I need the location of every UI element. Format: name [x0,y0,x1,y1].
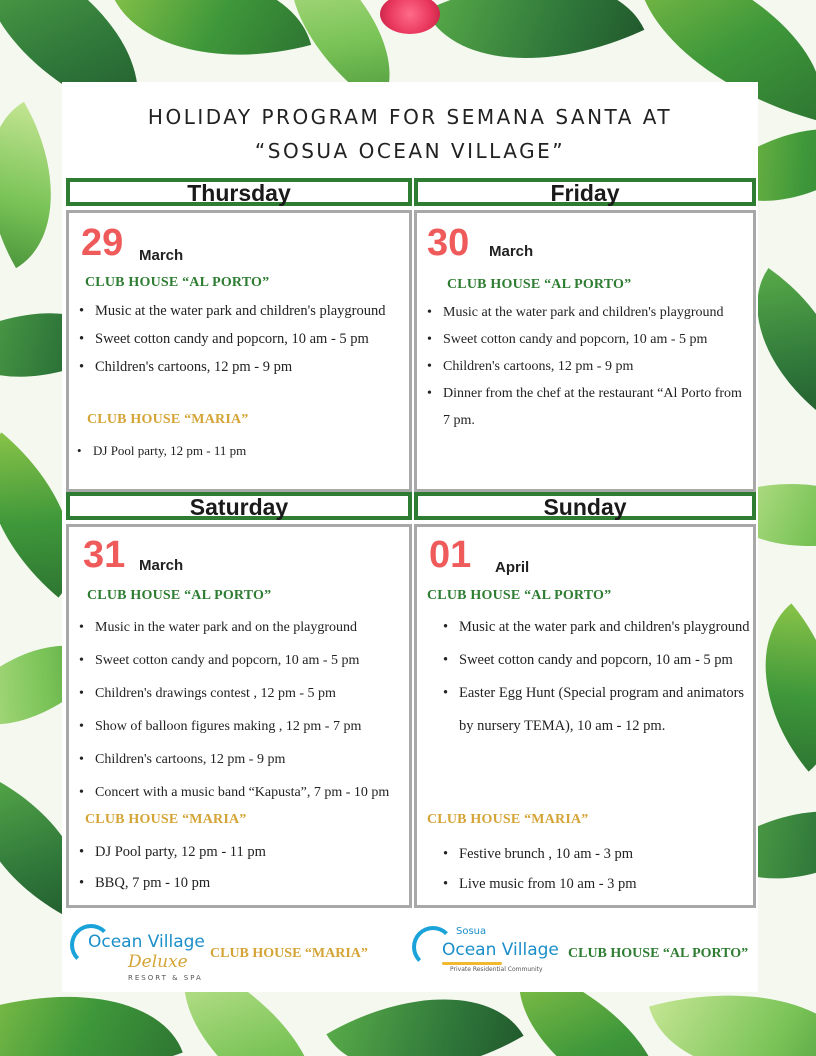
day-box-sunday [414,524,756,908]
date-month: April [495,559,530,576]
club-name: CLUB HOUSE “MARIA” [87,412,249,427]
list-item: • Easter Egg Hunt (Special program and animators by nursery TEMA), 10 am - 12 pm. [443,677,755,743]
date-month: March [489,243,534,260]
list-item: • Show of balloon figures making , 12 pm - 7 pm [79,710,415,743]
list-item: • Sweet cotton candy and popcorn, 10 am - 5 pm [443,644,755,677]
date-month: March [139,557,184,574]
list-item: • Sweet cotton candy and popcorn, 10 am - 5 pm [79,644,415,677]
logo-text: Ocean Village [88,932,205,952]
list-item: • Music at the water park and children's playground [427,299,743,326]
list-item: • DJ Pool party, 12 pm - 11 pm [79,837,399,868]
page-title [62,100,758,168]
list-item: • Music at the water park and children's playground [443,611,755,644]
ocean-village-deluxe-logo [70,922,210,984]
logo-text: RESORT & SPA [128,974,203,982]
wave-line-icon [442,962,502,965]
date-number: 31 [83,534,126,576]
club-name: CLUB HOUSE “AL PORTO” [87,588,272,603]
logo-text: Deluxe [128,952,188,972]
footer-club-al-porto: CLUB HOUSE “AL PORTO” [568,946,749,961]
club-name: CLUB HOUSE “AL PORTO” [447,277,632,292]
day-box-friday [414,210,756,492]
date-number: 01 [429,534,472,576]
day-header-saturday: Saturday [66,492,412,520]
list-item: • Sweet cotton candy and popcorn, 10 am - 5 pm [79,325,399,353]
list-item: • Children's cartoons, 12 pm - 9 pm [427,353,743,380]
list-item: • Festive brunch , 10 am - 3 pm [443,839,755,869]
day-box-saturday [66,524,412,908]
activity-list [77,437,397,465]
club-name: CLUB HOUSE “AL PORTO” [427,588,612,603]
day-header-sunday: Sunday [414,492,756,520]
sosua-ocean-village-logo [412,922,562,984]
day-header-friday: Friday [414,178,756,206]
list-item: • Music at the water park and children's playground [79,297,399,325]
title-line-1: HOLIDAY PROGRAM FOR SEMANA SANTA AT [147,105,673,129]
footer-club-maria: CLUB HOUSE “MARIA” [210,946,368,961]
day-header-thursday: Thursday [66,178,412,206]
list-item: • Concert with a music band “Kapusta”, 7 pm - 10 pm [79,776,415,809]
day-box-thursday [66,210,412,492]
date-number: 30 [427,222,470,264]
list-item: • Children's drawings contest , 12 pm - 5 pm [79,677,415,710]
logo-text: Ocean Village [442,940,559,960]
club-name: CLUB HOUSE “AL PORTO” [85,275,270,290]
date-month: March [139,247,184,264]
activity-list [79,611,415,809]
list-item: • Live music from 10 am - 3 pm [443,869,755,899]
logo-text: Private Residential Community [450,966,543,973]
tropical-flower-icon [380,0,440,34]
date-number: 29 [81,222,124,264]
list-item: • Sweet cotton candy and popcorn, 10 am - 5 pm [427,326,743,353]
activity-list [427,299,743,434]
title-line-2: “SOSUA OCEAN VILLAGE” [254,139,566,163]
list-item: • DJ Pool party, 12 pm - 11 pm [77,437,397,465]
list-item: • BBQ, 7 pm - 10 pm [79,868,399,899]
activity-list [443,839,755,899]
program-panel [62,82,758,992]
activity-list [443,611,755,743]
activity-list [79,837,399,899]
club-name: CLUB HOUSE “MARIA” [427,812,589,827]
logo-text: Sosua [456,926,487,937]
activity-list [79,297,399,381]
list-item: • Dinner from the chef at the restaurant “Al Porto from 7 pm. [427,380,743,434]
list-item: • Children's cartoons, 12 pm - 9 pm [79,353,399,381]
list-item: • Music in the water park and on the playground [79,611,415,644]
footer [62,910,758,992]
list-item: • Children's cartoons, 12 pm - 9 pm [79,743,415,776]
club-name: CLUB HOUSE “MARIA” [85,812,247,827]
